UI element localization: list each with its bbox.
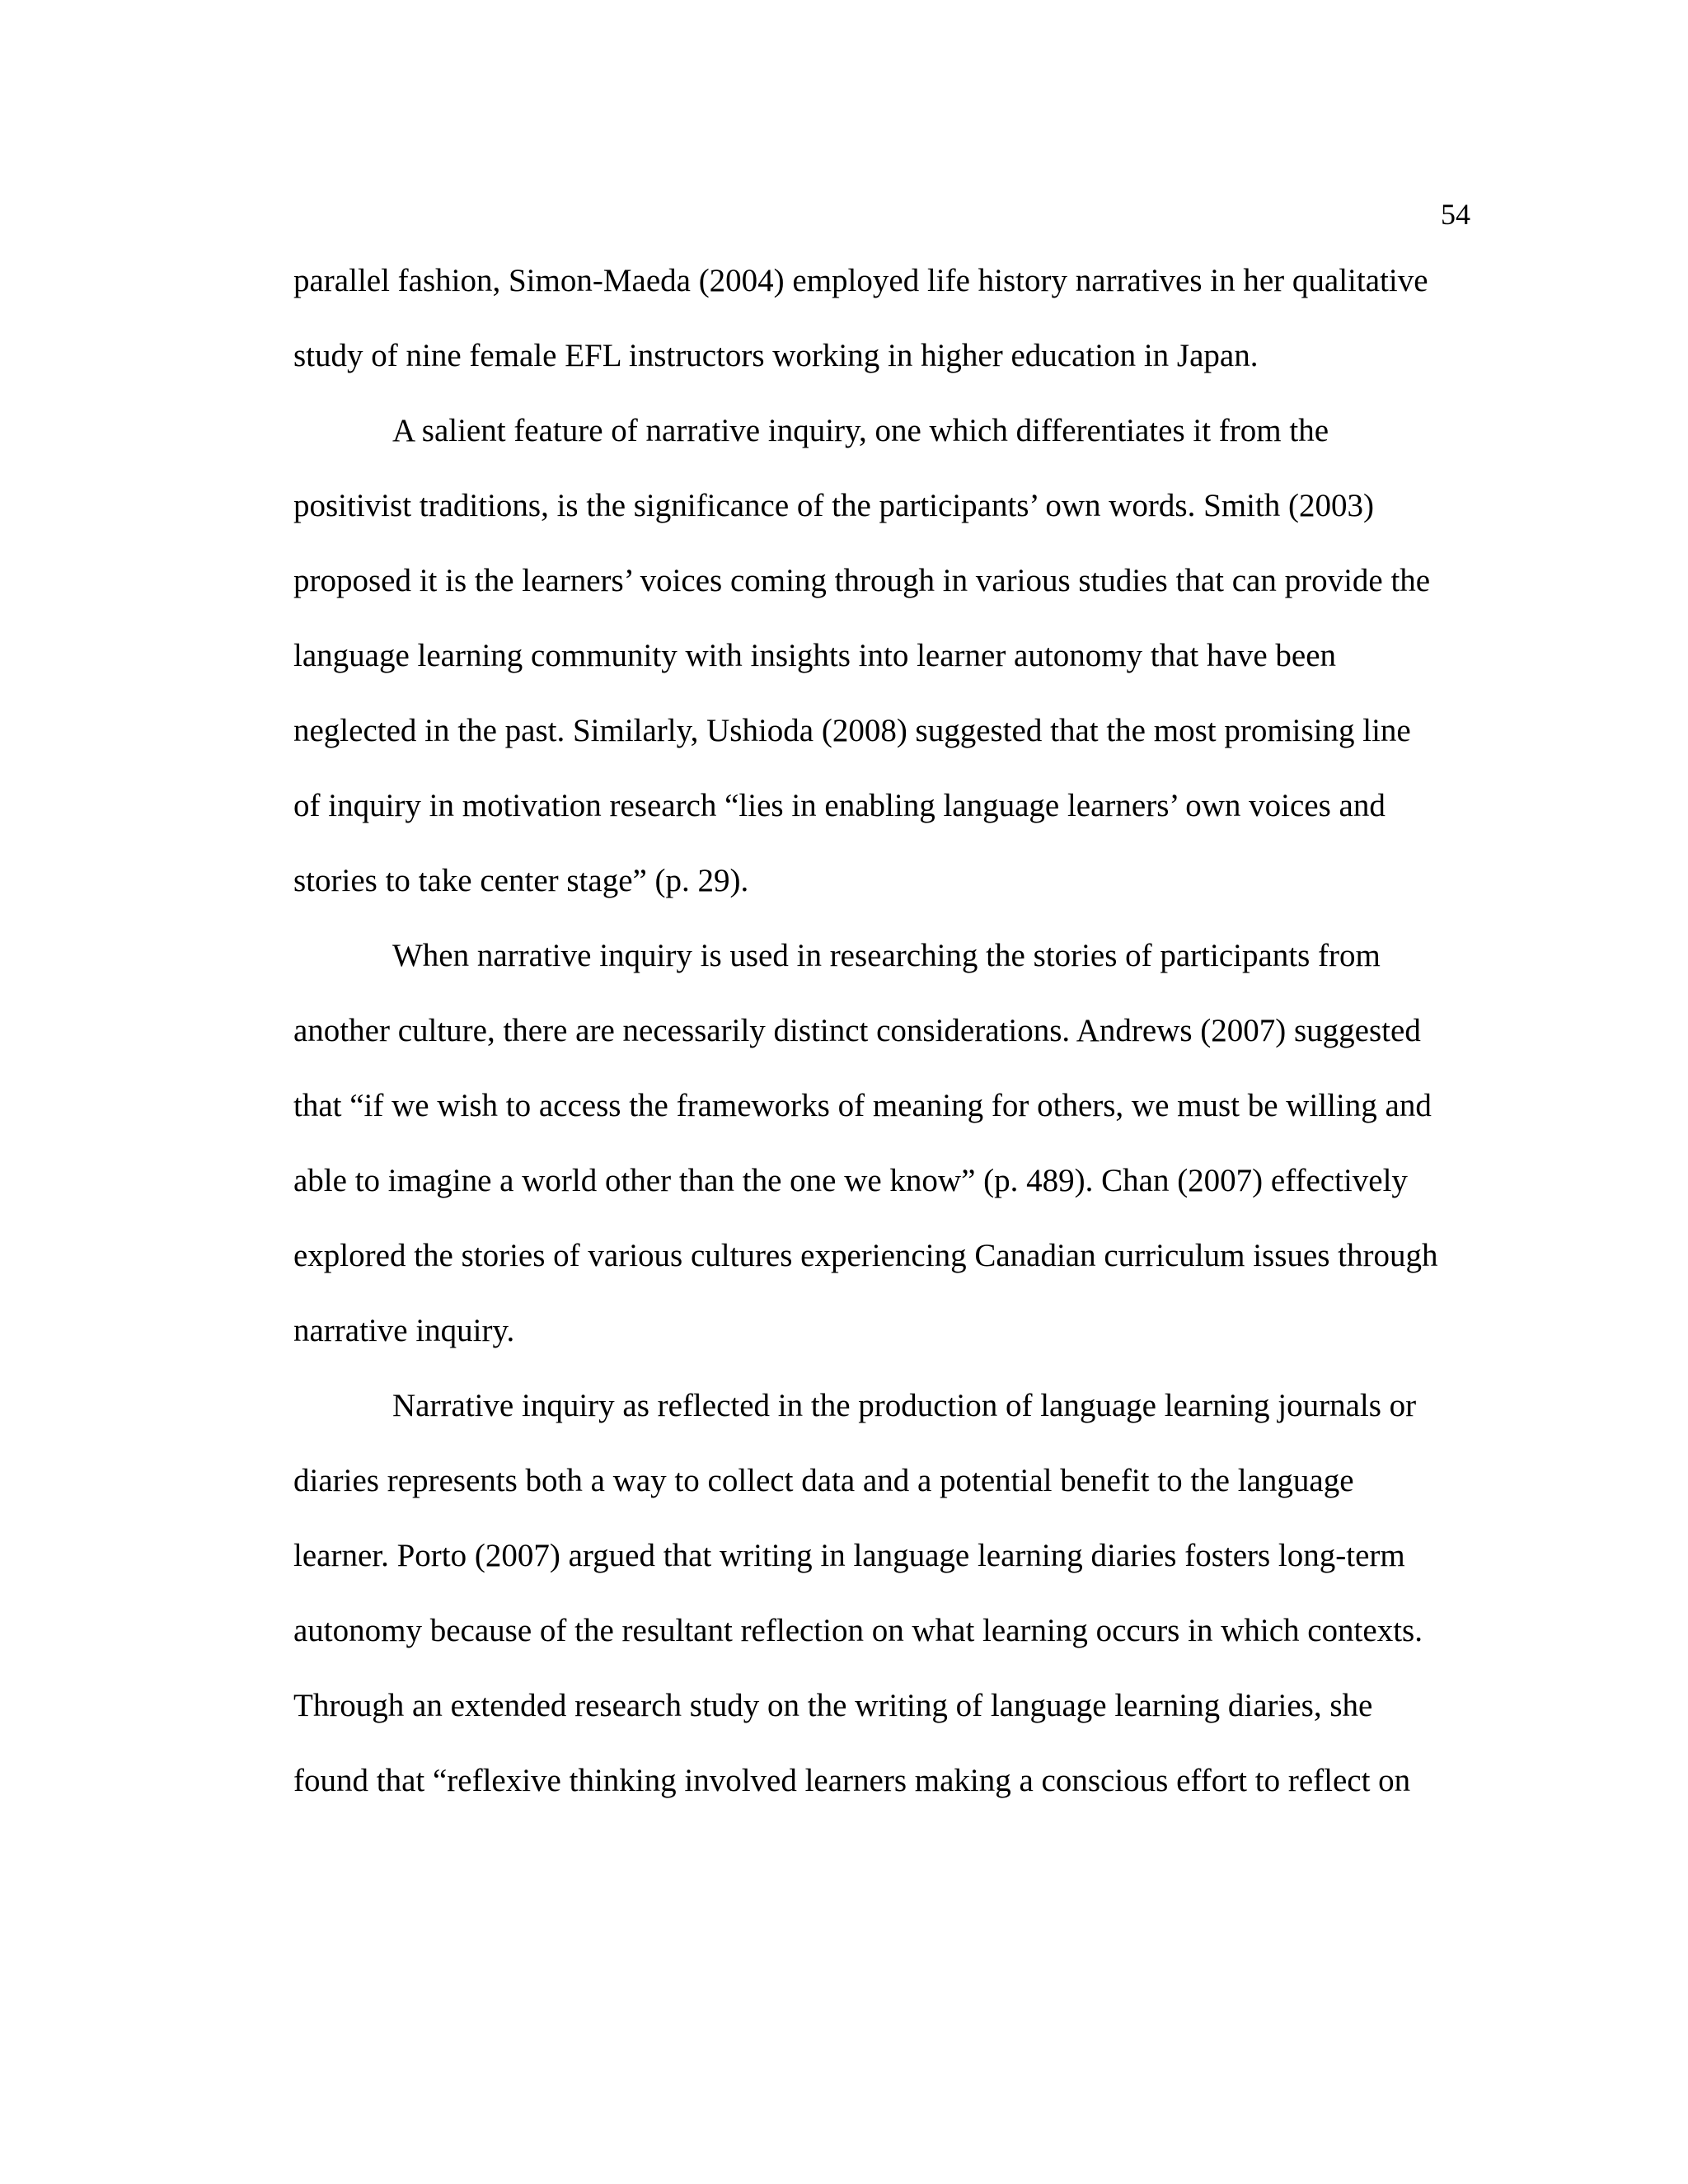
body-line: language learning community with insights into learner autonomy that have been — [293, 638, 1337, 673]
body-line: narrative inquiry. — [293, 1313, 515, 1348]
body-line: positivist traditions, is the significance of the participants’ own words. Smith (2003) — [293, 488, 1374, 523]
body-line: another culture, there are necessarily distinct considerations. Andrews (2007) suggested — [293, 1013, 1421, 1048]
body-line: study of nine female EFL instructors working in higher education in Japan. — [293, 338, 1259, 373]
body-line: autonomy because of the resultant reflection on what learning occurs in which contexts. — [293, 1613, 1423, 1648]
body-line: parallel fashion, Simon-Maeda (2004) employed life history narratives in her qualitative — [293, 263, 1428, 298]
body-line: explored the stories of various cultures experiencing Canadian curriculum issues through — [293, 1238, 1438, 1273]
paragraph-first-line: Narrative inquiry as reflected in the production of language learning journals or — [392, 1388, 1417, 1423]
body-line: of inquiry in motivation research “lies in enabling language learners’ own voices and — [293, 788, 1386, 823]
body-line: proposed it is the learners’ voices coming through in various studies that can provide the — [293, 563, 1431, 598]
body-line: learner. Porto (2007) argued that writing in language learning diaries fosters long-term — [293, 1538, 1405, 1573]
paragraph-first-line: A salient feature of narrative inquiry, one which differentiates it from the — [392, 413, 1329, 448]
body-line: diaries represents both a way to collect data and a potential benefit to the language — [293, 1463, 1354, 1498]
body-line: neglected in the past. Similarly, Ushioda (2008) suggested that the most promising line — [293, 713, 1411, 748]
body-line: found that “reflexive thinking involved learners making a conscious effort to reflect on — [293, 1763, 1411, 1798]
paragraph-first-line: When narrative inquiry is used in researching the stories of participants from — [392, 938, 1381, 973]
body-line: that “if we wish to access the frameworks of meaning for others, we must be willing and — [293, 1088, 1432, 1123]
body-line: stories to take center stage” (p. 29). — [293, 863, 749, 898]
body-line: able to imagine a world other than the one we know” (p. 489). Chan (2007) effectively — [293, 1163, 1408, 1198]
page-number: 54 — [1441, 198, 1470, 231]
body-line: Through an extended research study on the writing of language learning diaries, she — [293, 1688, 1373, 1723]
